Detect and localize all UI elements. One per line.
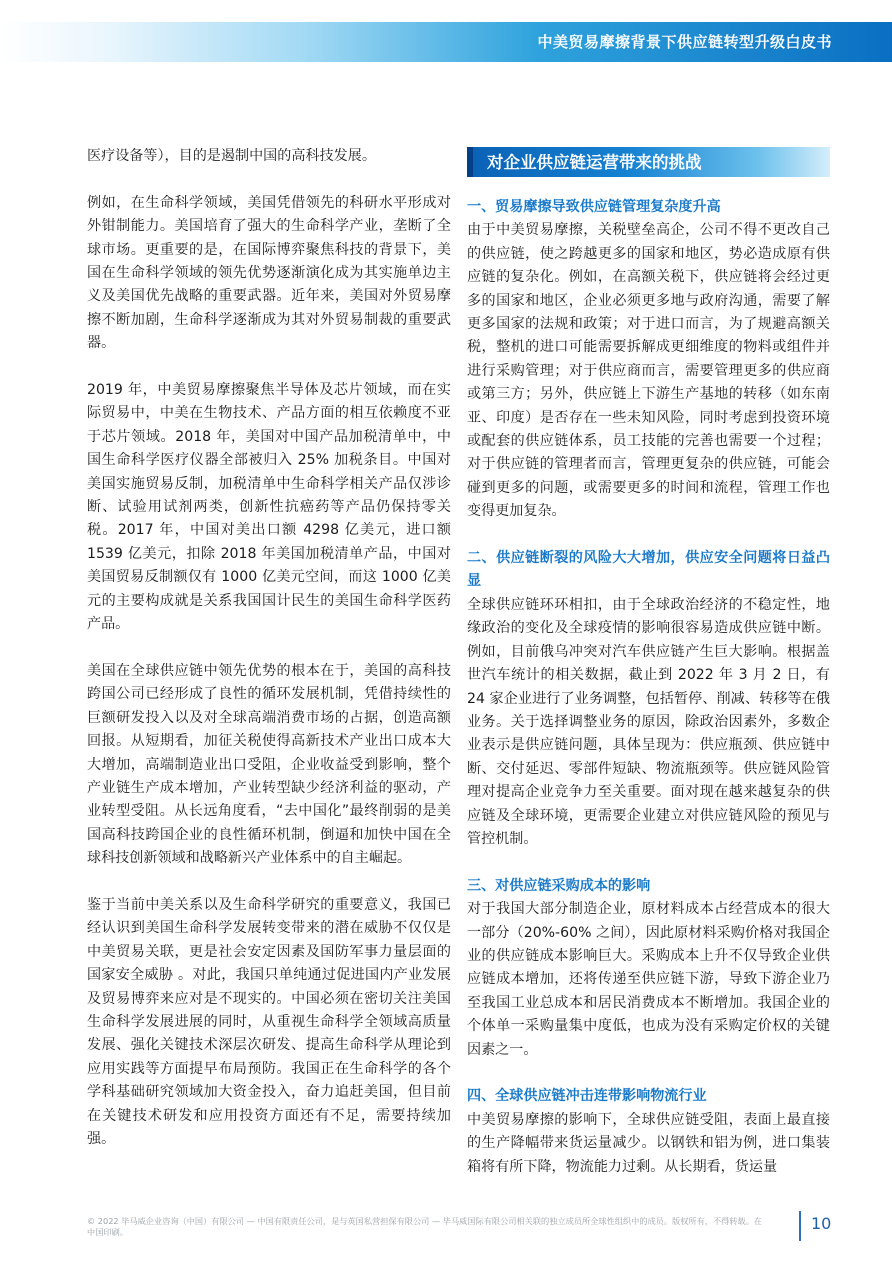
right-column (467, 145, 830, 1179)
paragraph: 例如，在生命科学领域，美国凭借领先的科研水平形成对外钳制能力。美国培育了强大的生命科学产业，垄断了全球市场。更重要的是，在国际博弈聚焦科技的背景下，美国在生命科学领域的领先优势逐渐演化成为其实施单边主义及美国优先战略的重要武器。近年来，美国对外贸易摩擦不断加剧，生命科学逐渐成为其对外贸易制裁的重要武器。 (87, 194, 451, 352)
left-column (87, 145, 451, 1151)
header-banner (0, 22, 892, 62)
subsection-body: 对于我国大部分制造企业，原材料成本占经营成本的很大一部分（20%-60% 之间），因此原材料采购价格对我国企业的供应链成本影响巨大。采购成本上升不仅导致企业供应链成本增加，还将传递至供应链下游，导致下游企业乃至我国工业总成本和居民消费成本不断增加。我国企业的个体单一采购量集中度低，也成为没有采购定价权的关键因素之一。 (467, 901, 830, 1058)
paragraph: 鉴于当前中美关系以及生命科学研究的重要意义，我国已经认识到美国生命科学发展转变带来的潜在威胁不仅仅是中美贸易关联，更是社会安定因素及国防军事力量层面的国家安全威胁 。对此，我国只单纯通过促进国内产业发展及贸易博弈来应对是不现实的。中国必须在密切关注美国生命科学发展进展的同时，从重视生命科学全领域高质量发展、强化关键技术深层次研发、提高生命科学从理论到应用实践等方面提早布局预防。我国正在生命科学的各个学科基础研究领域加大资金投入，奋力追赶美国，但目前在关键技术研发和应用投资方面还有不足，需要持续加强。 (87, 896, 451, 1147)
subsection-heading: 二、供应链断裂的风险大大增加，供应安全问题将日益凸显 (467, 550, 830, 590)
page-number: 10 (811, 1214, 832, 1233)
section-header-accent (467, 147, 473, 177)
subsection-heading: 四、全球供应链冲击连带影响物流行业 (467, 1088, 707, 1105)
section-title: 对企业供应链运营带来的挑战 (487, 153, 702, 172)
paragraph: 医疗设备等），目的是遏制中国的高科技发展。 (87, 148, 376, 164)
footer-divider (799, 1211, 801, 1241)
subsection-body: 中美贸易摩擦的影响下，全球供应链受阻，表面上最直接的生产降幅带来货运量减少。以钢铁和铝为例，进口集装箱将有所下降，物流能力过剩。从长期看，货运量 (467, 1111, 830, 1175)
section-header (467, 147, 830, 177)
document-title: 中美贸易摩擦背景下供应链转型升级白皮书 (537, 33, 832, 51)
subsection-heading: 三、对供应链采购成本的影响 (467, 877, 651, 894)
footer-copyright: © 2022 毕马威企业咨询（中国）有限公司 — 中国有限责任公司，是与英国私营担保有限公司 — 毕马威国际有限公司相关联的独立成员所全球性组织中的成员。版权所有，不得转载。在中国印刷。 (87, 1216, 763, 1237)
subsection-body: 全球供应链环环相扣，由于全球政治经济的不稳定性，地缘政治的变化及全球疫情的影响很容易造成供应链中断。例如，目前俄乌冲突对汽车供应链产生巨大影响。根据盖世汽车统计的相关数据，截止到 2022 年 3 月 2 日，有 24 家企业进行了业务调整，包括暂停、削减、转移等在俄业务。关于选择调整业务的原因，除政治因素外，多数企业表示是供应链问题，具体呈现为：供应瓶颈、供应链中断、交付延迟、零部件短缺、物流瓶颈等。供应链风险管理对提高企业竞争力至关重要。面对现在越来越复杂的供应链及全球环境，更需要企业建立对供应链风险的预见与管控机制。 (467, 596, 830, 847)
subsection-heading: 一、贸易摩擦导致供应链管理复杂度升高 (467, 199, 721, 215)
paragraph: 2019 年，中美贸易摩擦聚焦半导体及芯片领域，而在实际贸易中，中美在生物技术、产品方面的相互依赖度不亚于芯片领域。2018 年，美国对中国产品加税清单中，中国生命科学医疗仪器全部被归入 25% 加税条目。中国对美国实施贸易反制，加税清单中生命科学相关产品仅涉诊断、试验用试剂两类，创新性抗癌药等产品仍保持零关税。2017 年，中国对美出口额 4298 亿美元，进口额 1539 亿美元，扣除 2018 年美国加税清单产品，中国对美国贸易反制额仅有 1000 亿美元空间，而这 1000 亿美元的主要构成就是关系我国国计民生的美国生命科学医药产品。 (87, 382, 451, 633)
paragraph: 美国在全球供应链中领先优势的根本在于，美国的高科技跨国公司已经形成了良性的循环发展机制，凭借持续性的巨额研发投入以及对全球高端消费市场的占据，创造高额回报。从短期看，加征关税使得高新技术产业出口成本大大增加，高端制造业出口受阻，企业收益受到影响，整个产业链生产成本增加，产业转型缺少经济利益的驱动，产业转型受阻。从长远角度看，“去中国化”最终削弱的是美国高科技跨国企业的良性循环机制，倒逼和加快中国在全球科技创新领域和战略新兴产业体系中的自主崛起。 (87, 662, 451, 867)
subsection-body: 由于中美贸易摩擦，关税壁垒高企，公司不得不更改自己的供应链，使之跨越更多的国家和地区，势必造成原有供应链的复杂化。例如，在高额关税下，供应链将会经过更多的国家和地区，企业必须更多地与政府沟通，需要了解更多国家的法规和政策；对于进口而言，为了规避高额关税，整机的进口可能需要拆解成更细维度的物料或组件并进行采购管理；对于供应商而言，需要管理更多的供应商或第三方；另外，供应链上下游生产基地的转移（如东南亚、印度）是否存在一些未知风险，同时考虑到投资环境或配套的供应链体系，员工技能的完善也需要一个过程；对于供应链的管理者而言，管理更复杂的供应链，可能会碰到更多的问题，或需要更多的时间和流程，管理工作也变得更加复杂。 (467, 222, 830, 520)
